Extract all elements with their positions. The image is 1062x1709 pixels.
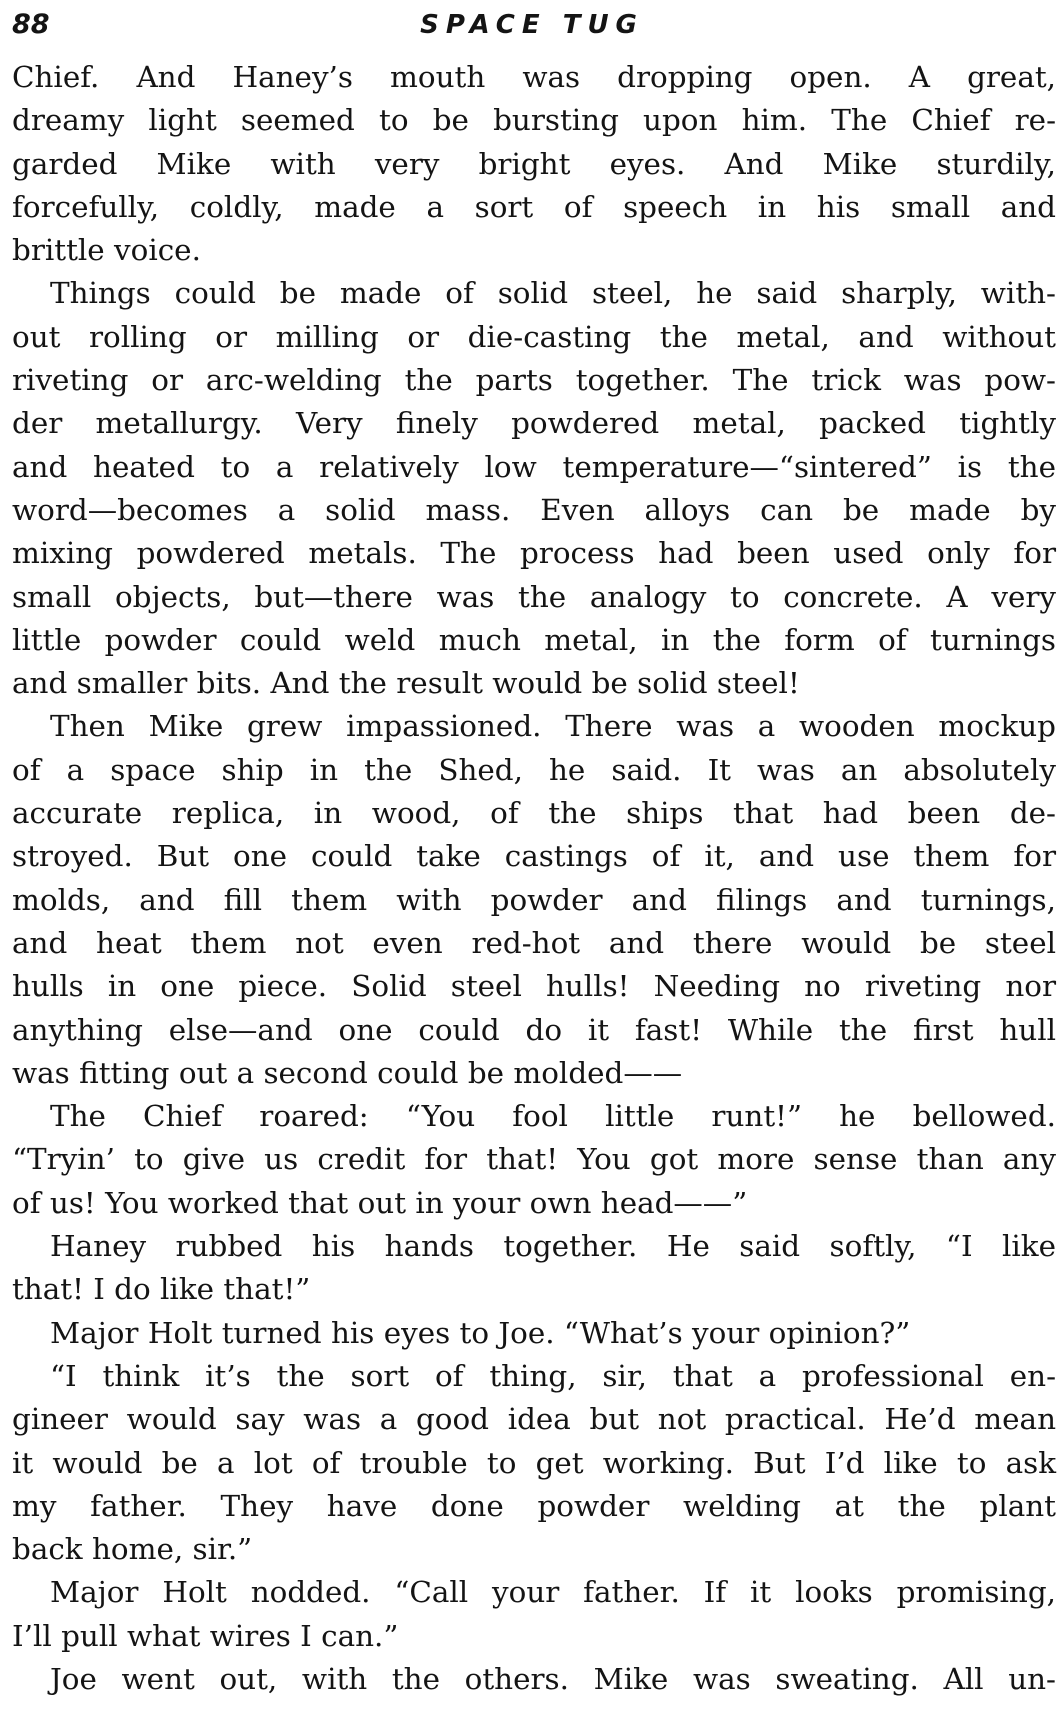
text-line: that! I do like that!” — [12, 1272, 311, 1307]
text-line: back home, sir.” — [12, 1532, 253, 1567]
text-line: stroyed. But one could take castings of it, and use them for — [12, 839, 1056, 874]
text-line: “Tryin’ to give us credit for that! You got more sense than any — [12, 1142, 1056, 1177]
text-line: garded Mike with very bright eyes. And Mike sturdily, — [12, 146, 1056, 181]
text-line: of a space ship in the Shed, he said. It was an absolutely — [12, 752, 1056, 787]
text-line: gineer would say was a good idea but not practical. He’d mean — [12, 1402, 1056, 1437]
text-line: The Chief roared: “You fool little runt!” he bellowed. — [50, 1099, 1056, 1134]
text-line: dreamy light seemed to be bursting upon him. The Chief re- — [12, 103, 1056, 138]
text-line: hulls in one piece. Solid steel hulls! Needing no riveting nor — [12, 969, 1056, 1004]
text-line: small objects, but—there was the analogy to concrete. A very — [12, 579, 1056, 614]
text-line: little powder could weld much metal, in the form of turnings — [12, 622, 1056, 657]
text-line: brittle voice. — [12, 233, 201, 268]
text-line: out rolling or milling or die-casting the metal, and without — [12, 319, 1056, 354]
text-line: Then Mike grew impassioned. There was a wooden mockup — [50, 709, 1056, 744]
text-line: riveting or arc-welding the parts together. The trick was pow- — [12, 363, 1056, 398]
page-header — [12, 10, 1052, 40]
text-line: word—becomes a solid mass. Even alloys can be made by — [12, 492, 1056, 527]
text-line: forcefully, coldly, made a sort of speech in his small and — [12, 189, 1056, 224]
text-line: Major Holt nodded. “Call your father. If it looks promising, — [50, 1575, 1056, 1610]
text-line: “I think it’s the sort of thing, sir, that a professional en- — [50, 1358, 1056, 1393]
text-line: Haney rubbed his hands together. He said softly, “I like — [50, 1229, 1056, 1264]
page-number: 88 — [12, 9, 50, 40]
text-line: Chief. And Haney’s mouth was dropping open. A great, — [12, 60, 1056, 94]
text-line: mixing powdered metals. The process had been used only for — [12, 536, 1056, 571]
running-title: SPACE TUG — [420, 10, 644, 40]
text-line: accurate replica, in wood, of the ships that had been de- — [12, 796, 1056, 831]
text-line: it would be a lot of trouble to get working. But I’d like to ask — [12, 1445, 1056, 1480]
text-line: molds, and fill them with powder and filings and turnings, — [12, 882, 1056, 917]
text-line: Major Holt turned his eyes to Joe. “What’s your opinion?” — [50, 1315, 911, 1350]
text-line: Things could be made of solid steel, he said sharply, with- — [50, 276, 1056, 311]
text-line: Joe went out, with the others. Mike was sweating. All un- — [50, 1661, 1056, 1696]
text-line: was fitting out a second could be molded—— — [12, 1055, 683, 1090]
text-line: my father. They have done powder welding at the plant — [12, 1488, 1056, 1523]
text-line: and heat them not even red-hot and there would be steel — [12, 925, 1056, 960]
body-text — [12, 56, 1056, 1701]
text-line: der metallurgy. Very finely powdered metal, packed tightly — [12, 406, 1056, 441]
text-line: I’ll pull what wires I can.” — [12, 1618, 399, 1653]
text-line: and smaller bits. And the result would be solid steel! — [12, 666, 800, 701]
text-line: of us! You worked that out in your own head——” — [12, 1185, 748, 1220]
text-line: and heated to a relatively low temperature—“sintered” is the — [12, 449, 1056, 484]
text-line: anything else—and one could do it fast! While the first hull — [12, 1012, 1056, 1047]
